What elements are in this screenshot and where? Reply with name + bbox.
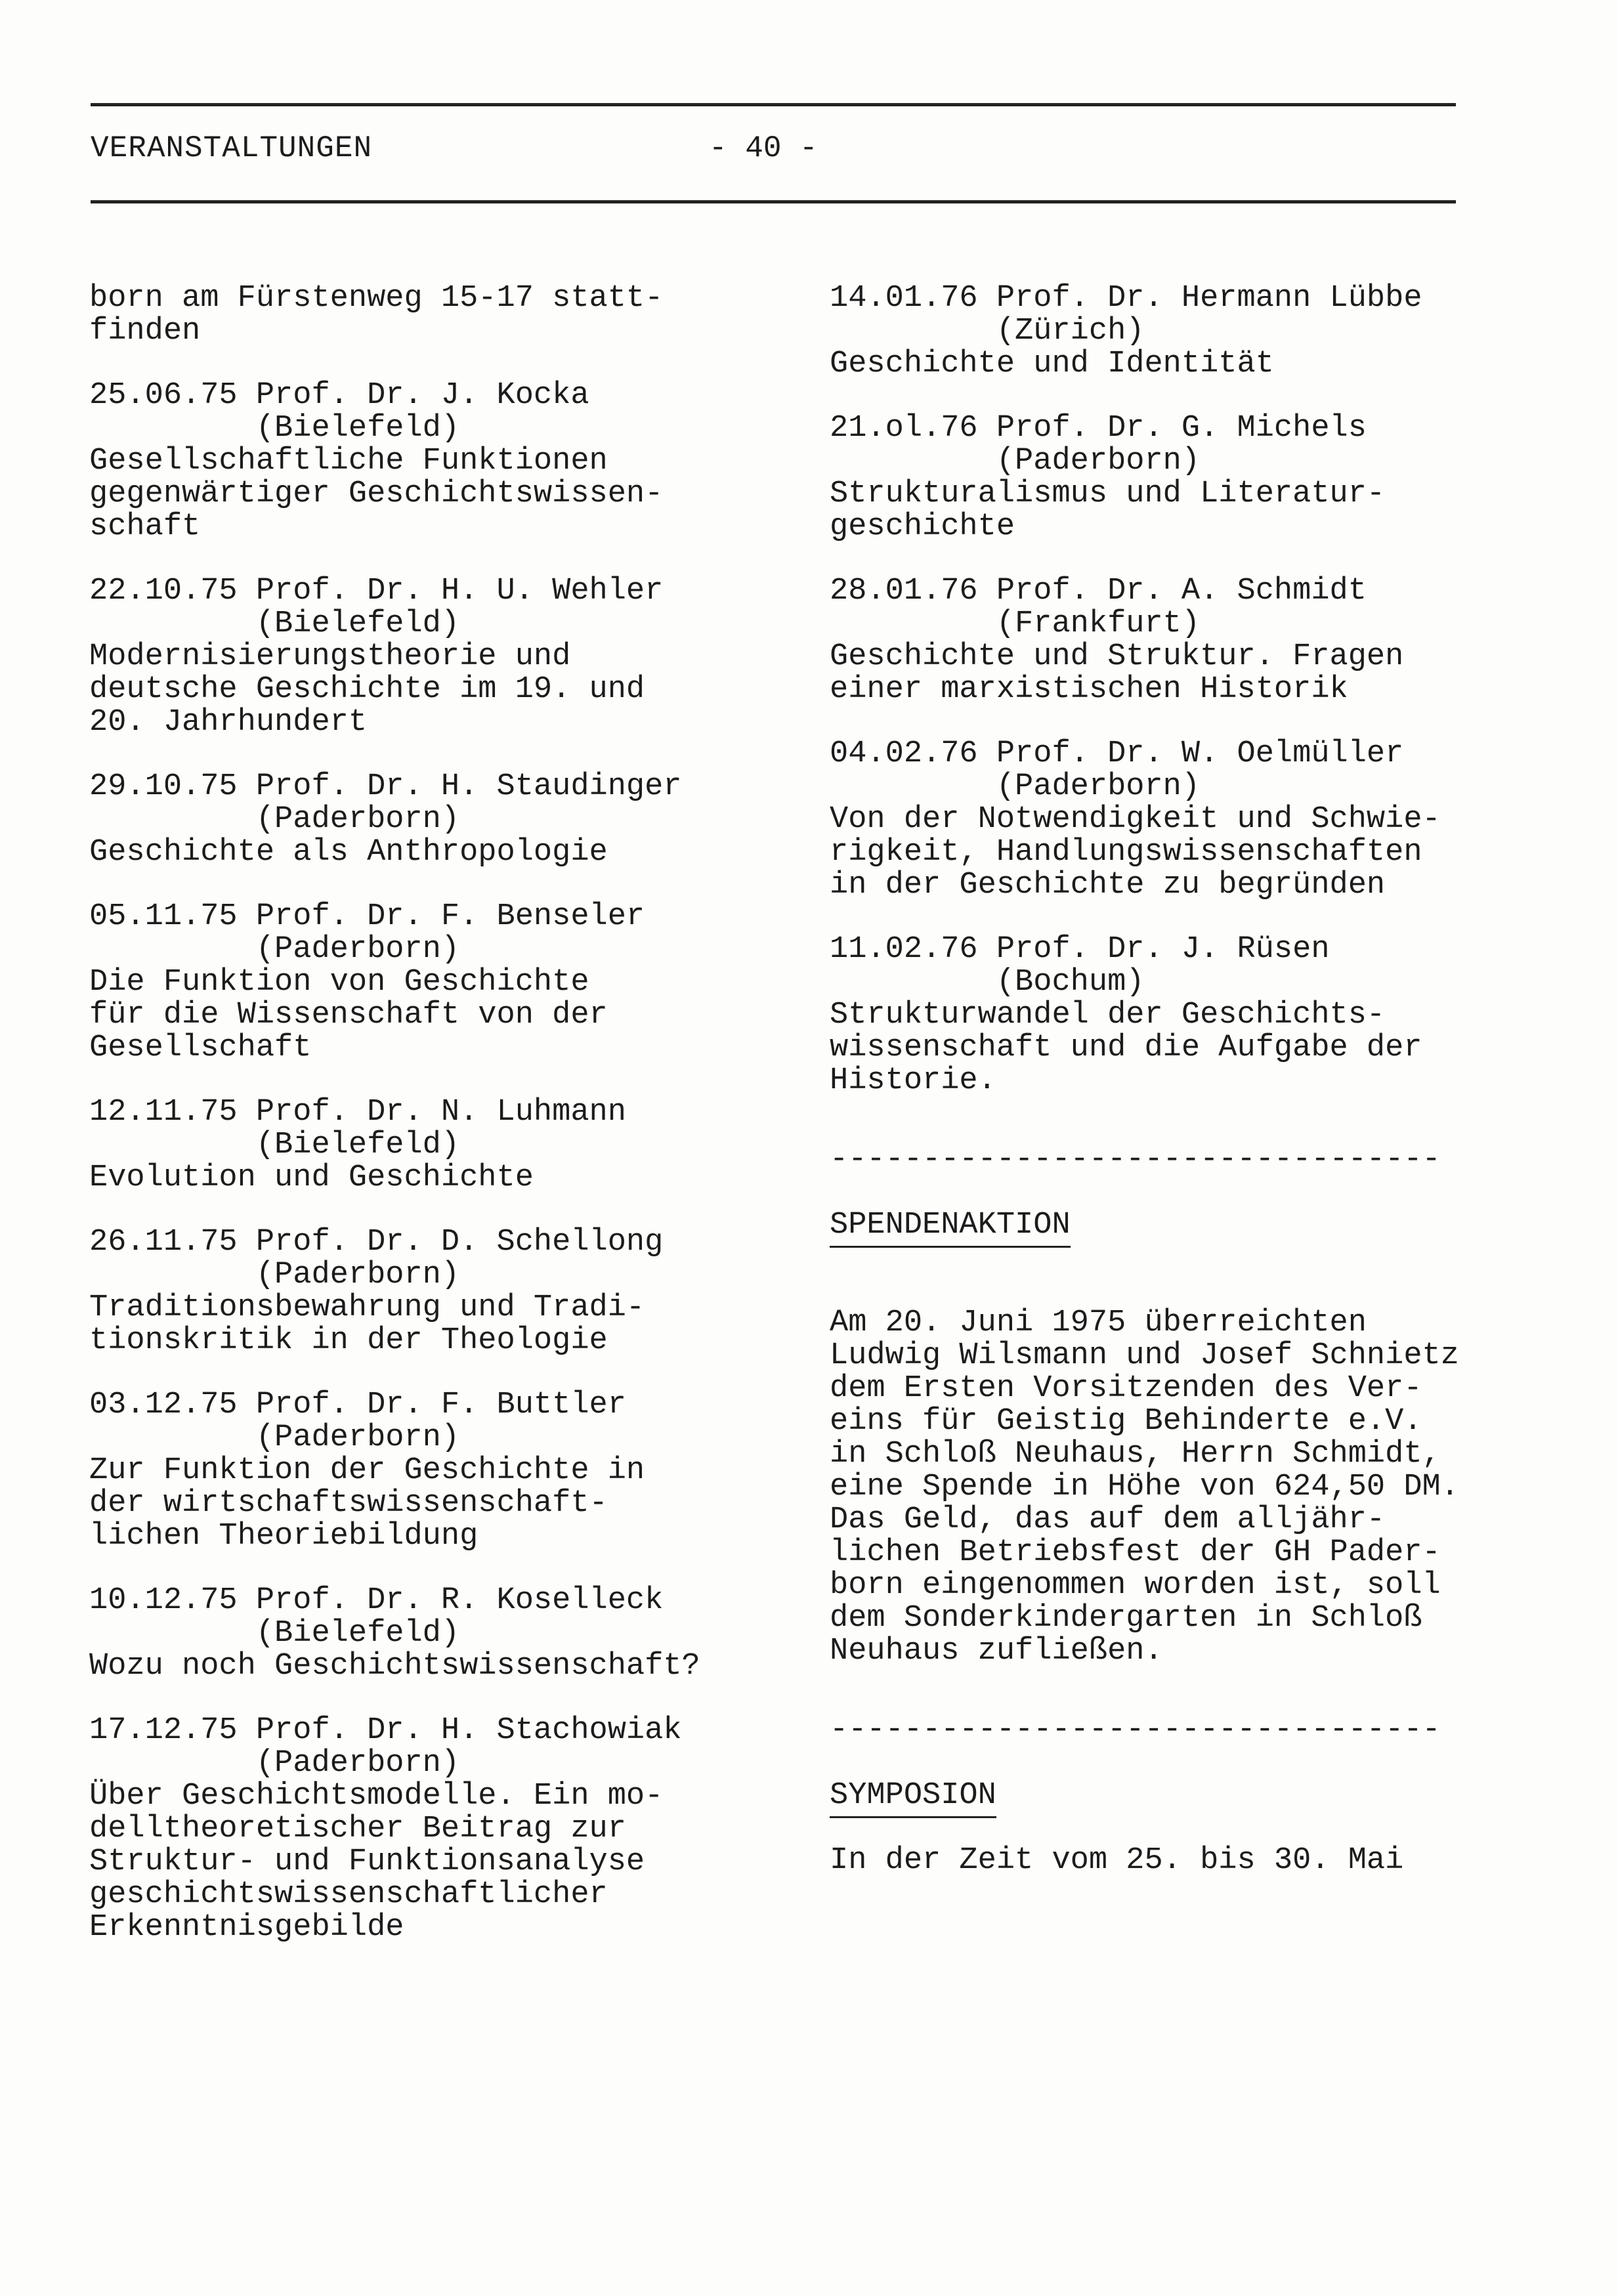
event-entry: 04.02.76 Prof. Dr. W. Oelmüller (Paderborn) Von der Notwendigkeit und Schwie- rigkeit, Handlungswissenschaften in der Geschichte zu begründen <box>830 736 1441 903</box>
event-entry: 12.11.75 Prof. Dr. N. Luhmann (Bielefeld) Evolution und Geschichte <box>89 1095 626 1195</box>
event-entry: 21.ol.76 Prof. Dr. G. Michels (Paderborn) Strukturalismus und Literatur- geschichte <box>830 411 1386 544</box>
section-title: VERANSTALTUNGEN <box>91 131 373 165</box>
separator-line: --------------------------------- <box>830 1142 1441 1177</box>
header-bottom-rule <box>91 200 1456 203</box>
event-entry: 11.02.76 Prof. Dr. J. Rüsen (Bochum) Strukturwandel der Geschichts- wissenschaft und die Aufgabe der Historie. <box>830 932 1422 1098</box>
event-entry: 14.01.76 Prof. Dr. Hermann Lübbe (Zürich) Geschichte und Identität <box>830 281 1422 381</box>
event-entry: 25.06.75 Prof. Dr. J. Kocka (Bielefeld) Gesellschaftliche Funktionen gegenwärtiger Geschichtswissen- schaft <box>89 378 664 544</box>
event-entry: 17.12.75 Prof. Dr. H. Stachowiak (Paderborn) Über Geschichtsmodelle. Ein mo- delltheoretischer Beitrag zur Struktur- und Funktionsanalyse geschichtswissenschaftlicher Erkenntnisgebilde <box>89 1713 682 1945</box>
event-entry: 10.12.75 Prof. Dr. R. Koselleck (Bielefeld) Wozu noch Geschichtswissenschaft? <box>89 1583 700 1684</box>
intro-continuation: born am Fürstenweg 15-17 statt- finden <box>89 281 664 349</box>
event-entry: 03.12.75 Prof. Dr. F. Buttler (Paderborn) Zur Funktion der Geschichte in der wirtschaftswissenschaft- lichen Theoriebildung <box>89 1388 645 1554</box>
separator-line: --------------------------------- <box>830 1712 1441 1747</box>
spendenaktion-text: Am 20. Juni 1975 überreichten Ludwig Wilsmann und Josef Schnietz dem Ersten Vorsitzenden des Ver- eins für Geistig Behinderte e.V. in Schloß Neuhaus, Herrn Schmidt, eine Spende in Höhe von 624,50 DM. Das Geld, das auf dem alljähr- lichen Betriebsfest der GH Pader- born eingenommen worden ist, soll dem Sonderkindergarten in Schloß Neuhaus zufließen. <box>830 1306 1459 1669</box>
event-entry: 05.11.75 Prof. Dr. F. Benseler (Paderborn) Die Funktion von Geschichte für die Wissenschaft von der Gesellschaft <box>89 899 645 1065</box>
right-column <box>830 282 1525 1903</box>
event-entry: 26.11.75 Prof. Dr. D. Schellong (Paderborn) Traditionsbewahrung und Tradi- tionskritik in der Theologie <box>89 1225 664 1358</box>
event-entry: 29.10.75 Prof. Dr. H. Staudinger (Paderborn) Geschichte als Anthropologie <box>89 769 682 870</box>
header-top-rule <box>91 103 1456 106</box>
spendenaktion-heading: SPENDENAKTION <box>830 1209 1071 1248</box>
event-entry: 28.01.76 Prof. Dr. A. Schmidt (Frankfurt) Geschichte und Struktur. Fragen einer marxistischen Historik <box>830 574 1404 707</box>
symposion-heading: SYMPOSION <box>830 1779 996 1818</box>
event-entry: 22.10.75 Prof. Dr. H. U. Wehler (Bielefeld) Modernisierungstheorie und deutsche Geschichte im 19. und 20. Jahrhundert <box>89 574 664 740</box>
symposion-text: In der Zeit vom 25. bis 30. Mai <box>830 1843 1404 1878</box>
page-number: - 40 - <box>709 131 818 165</box>
left-column <box>89 282 785 1976</box>
